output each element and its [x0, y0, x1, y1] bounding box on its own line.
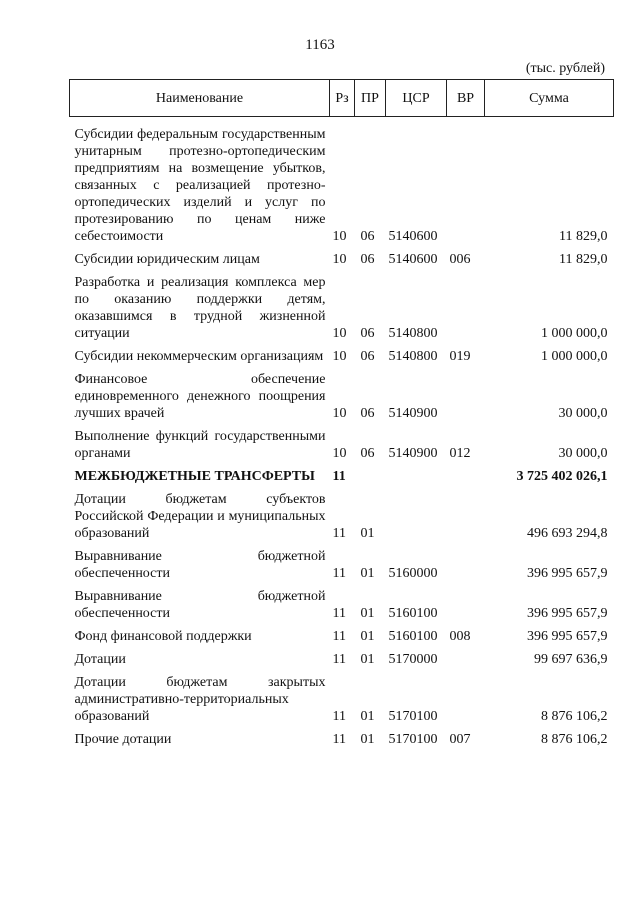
- row-sum: 11 829,0: [559, 229, 608, 244]
- row-pr: 01: [360, 652, 375, 667]
- row-csr: 5170000: [388, 652, 438, 667]
- row-sum: 496 693 294,8: [527, 526, 608, 541]
- row-vr: [447, 369, 485, 426]
- row-name: МЕЖБЮДЖЕТНЫЕ ТРАНСФЕРТЫ: [74, 469, 315, 484]
- row-name: Разработка и реализация комплекса мер по оказанию поддержки детям, оказавшимся в трудной жизненной ситуации: [74, 275, 326, 341]
- row-name: Субсидии некоммерческим организациям: [74, 349, 324, 364]
- row-name: Дотации бюджетам закрытых административно-территориальных образований: [74, 675, 326, 724]
- table-row: [70, 546, 614, 586]
- row-pr: 06: [360, 326, 375, 341]
- row-vr: [447, 546, 485, 586]
- row-rz: 10: [332, 252, 347, 267]
- row-pr: 01: [360, 709, 375, 724]
- table-row: [70, 426, 614, 466]
- table-header-row: [70, 80, 614, 117]
- row-name: Выравнивание бюджетной обеспеченности: [74, 589, 326, 621]
- row-rz: 11: [332, 709, 346, 724]
- row-rz: 11: [332, 629, 346, 644]
- row-vr: [447, 586, 485, 626]
- row-name: Дотации: [74, 652, 126, 667]
- row-sum: 1 000 000,0: [541, 349, 608, 364]
- header-vr: ВР: [447, 80, 485, 117]
- header-rz: Рз: [330, 80, 355, 117]
- row-vr: [447, 124, 485, 249]
- row-csr: [386, 466, 447, 489]
- table-row: [70, 369, 614, 426]
- row-sum: 1 000 000,0: [541, 326, 608, 341]
- unit-note: (тыс. рублей): [525, 61, 605, 76]
- row-rz: 11: [332, 652, 346, 667]
- table-row-section: [70, 466, 614, 489]
- row-rz: 11: [332, 566, 346, 581]
- row-csr: 5160100: [388, 629, 438, 644]
- row-sum: 396 995 657,9: [527, 606, 608, 621]
- row-vr: 019: [449, 349, 471, 364]
- row-sum: 3 725 402 026,1: [516, 469, 608, 484]
- header-sum: Сумма: [485, 80, 614, 117]
- row-pr: 01: [360, 606, 375, 621]
- row-vr: 007: [449, 732, 471, 747]
- row-rz: 11: [332, 469, 346, 484]
- row-sum: 30 000,0: [558, 446, 608, 461]
- table-row: [70, 249, 614, 272]
- row-csr: 5140600: [388, 252, 438, 267]
- table-row: [70, 346, 614, 369]
- row-sum: 396 995 657,9: [527, 566, 608, 581]
- row-pr: 06: [360, 252, 375, 267]
- row-pr: 01: [360, 526, 375, 541]
- row-rz: 10: [332, 349, 347, 364]
- row-csr: 5160100: [388, 606, 438, 621]
- row-rz: 11: [332, 606, 346, 621]
- row-rz: 10: [332, 446, 347, 461]
- row-vr: 008: [449, 629, 471, 644]
- row-csr: [386, 489, 447, 546]
- row-csr: 5170100: [388, 732, 438, 747]
- row-name: Выравнивание бюджетной обеспеченности: [74, 549, 326, 581]
- header-pr: ПР: [355, 80, 386, 117]
- row-name: Дотации бюджетам субъектов Российской Федерации и муниципальных образований: [74, 492, 326, 541]
- row-pr: 01: [360, 566, 375, 581]
- table-row: [70, 489, 614, 546]
- row-csr: 5140800: [388, 349, 438, 364]
- table-row: [70, 586, 614, 626]
- table-row: [70, 729, 614, 752]
- table-row: [70, 672, 614, 729]
- row-vr: [447, 672, 485, 729]
- row-sum: 396 995 657,9: [527, 629, 608, 644]
- row-vr: [447, 466, 485, 489]
- row-name: Финансовое обеспечение единовременного денежного поощрения лучших врачей: [74, 372, 326, 421]
- row-csr: 5140600: [388, 229, 438, 244]
- row-name: Фонд финансовой поддержки: [74, 629, 252, 644]
- row-pr: 06: [360, 229, 375, 244]
- row-pr: [355, 466, 386, 489]
- row-sum: 8 876 106,2: [541, 709, 608, 724]
- row-rz: 10: [332, 326, 347, 341]
- page-number: 1163: [305, 37, 335, 53]
- row-sum: 30 000,0: [558, 406, 608, 421]
- row-vr: 006: [449, 252, 471, 267]
- table-row: [70, 649, 614, 672]
- table-row: [70, 626, 614, 649]
- header-csr: ЦСР: [386, 80, 447, 117]
- row-csr: 5170100: [388, 709, 438, 724]
- row-name: Выполнение функций государственными органами: [74, 429, 326, 461]
- row-rz: 11: [332, 732, 346, 747]
- table-row: [70, 124, 614, 249]
- row-rz: 11: [332, 526, 346, 541]
- row-csr: 5140800: [388, 326, 438, 341]
- row-pr: 01: [360, 732, 375, 747]
- row-pr: 06: [360, 349, 375, 364]
- row-pr: 06: [360, 406, 375, 421]
- row-csr: 5140900: [388, 446, 438, 461]
- row-vr: [447, 489, 485, 546]
- row-csr: 5140900: [388, 406, 438, 421]
- header-name: Наименование: [70, 80, 330, 117]
- row-sum: 8 876 106,2: [541, 732, 608, 747]
- row-csr: 5160000: [388, 566, 438, 581]
- row-sum: 11 829,0: [559, 252, 608, 267]
- budget-table: [69, 79, 614, 752]
- row-name: Прочие дотации: [74, 732, 172, 747]
- row-pr: 06: [360, 446, 375, 461]
- row-rz: 10: [332, 229, 347, 244]
- row-sum: 99 697 636,9: [534, 652, 608, 667]
- row-pr: 01: [360, 629, 375, 644]
- row-vr: 012: [449, 446, 471, 461]
- table-row: [70, 272, 614, 346]
- row-name: Субсидии федеральным государственным унитарным протезно-ортопедическим предприятиям на возмещение убытков, связанных с реализацией протезно-ортопедических изделий и услуг по протезированию по ценам ниже себестоимости: [74, 127, 326, 244]
- row-vr: [447, 272, 485, 346]
- row-name: Субсидии юридическим лицам: [74, 252, 260, 267]
- row-rz: 10: [332, 406, 347, 421]
- row-vr: [447, 649, 485, 672]
